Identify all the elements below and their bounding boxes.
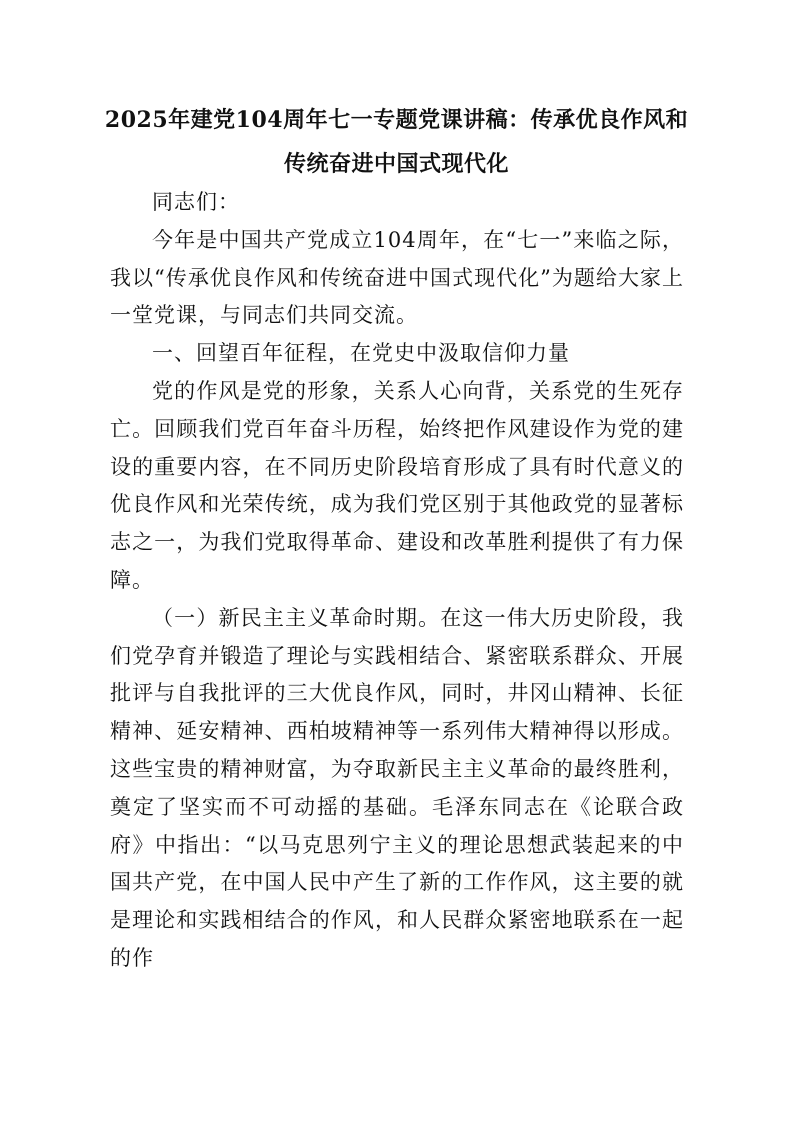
section-heading: 一、回望百年征程，在党史中汲取信仰力量 bbox=[152, 341, 570, 366]
body-paragraph: （一）新民主主义革命时期。在这一伟大历史阶段，我们党孕育并锻造了理论与实践相结合、紧密联系群众、开展批评与自我批评的三大优良作风，同时，井冈山精神、长征精神、延安精神、西柏坡精神等一系列伟大精神得以形成。这些宝贵的精神财富，为夺取新民主主义革命的最终胜利，奠定了坚实而不可动摇的基础。毛泽东同志在《论联合政府》中指出：“以马克思列宁主义的理论思想武装起来的中国共产党，在中国人民中产生了新的工作作风，这主要的就是理论和实践相结合的作风，和人民群众紧密地联系在一起的作 bbox=[110, 605, 684, 970]
document-body bbox=[110, 184, 684, 978]
salutation-paragraph: 同志们： bbox=[152, 190, 240, 214]
body-paragraph: 党的作风是党的形象，关系人心向背，关系党的生死存亡。回顾我们党百年奋斗历程，始终把作风建设作为党的建设的重要内容，在不同历史阶段培育形成了具有时代意义的优良作风和光荣传统，成为我们党区别于其他政党的显著标志之一，为我们党取得革命、建设和改革胜利提供了有力保障。 bbox=[110, 378, 684, 592]
document-title: 2025年建党104周年七一专题党课讲稿：传承优良作风和传统奋进中国式现代化 bbox=[104, 107, 689, 177]
intro-paragraph: 今年是中国共产党成立104周年，在“七一”来临之际，我以“传承优良作风和传统奋进中国式现代化”为题给大家上一堂党课，与同志们共同交流。 bbox=[110, 227, 684, 328]
